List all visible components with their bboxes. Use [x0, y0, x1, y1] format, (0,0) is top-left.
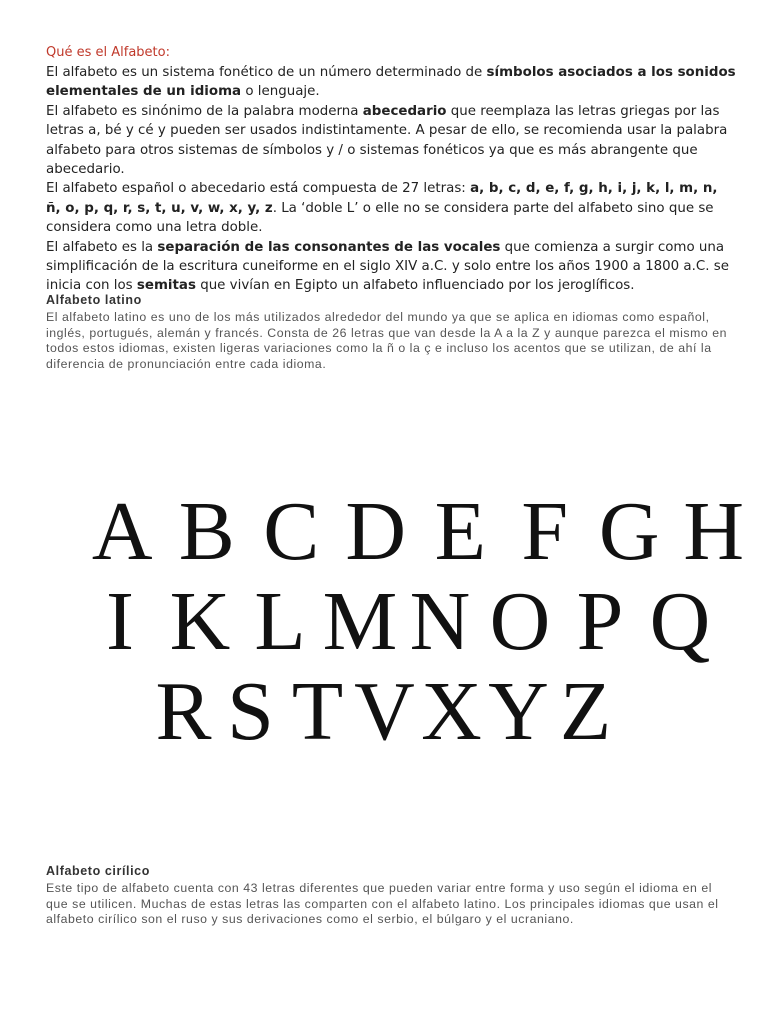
letter: L	[254, 575, 306, 668]
intro-paragraph-2	[46, 102, 736, 180]
intro-paragraph-1	[46, 63, 736, 102]
letter: P	[576, 575, 624, 668]
letter: Y	[488, 665, 549, 758]
intro-text	[46, 63, 736, 296]
letter: Q	[649, 575, 711, 668]
letter: Z	[559, 665, 612, 758]
section-heading-que-es: Qué es el Alfabeto:	[46, 45, 170, 60]
text-run: El alfabeto es sinónimo de la palabra moderna	[46, 103, 363, 119]
letter: I	[106, 575, 134, 668]
letter: K	[169, 575, 231, 668]
cirilico-title: Alfabeto cirílico	[46, 864, 150, 878]
letter: C	[263, 485, 320, 578]
latino-title: Alfabeto latino	[46, 293, 142, 307]
letter: R	[155, 665, 212, 758]
bold-run: símbolos asociados a los sonidos elementales de un idioma	[46, 65, 736, 100]
alphabet-row-2	[80, 575, 720, 668]
letter: A	[91, 485, 153, 578]
letter: V	[354, 665, 415, 758]
letter: O	[489, 575, 551, 668]
bold-run: abecedario	[362, 103, 447, 119]
alphabet-row-1	[80, 485, 756, 578]
letter: S	[227, 665, 274, 758]
letter: M	[322, 575, 398, 668]
bold-run: a, b, c, d, e, f, g, h, i, j, k, l, m, n, ñ, o, p, q, r, s, t, u, v, w, x, y, z	[46, 181, 718, 216]
text-run: que vivían en Egipto un alfabeto influenciado por los jeroglíficos.	[195, 278, 635, 294]
letter: N	[409, 575, 471, 668]
bold-run: semitas	[136, 278, 196, 294]
bold-run: separación de las consonantes de las vocales	[157, 239, 501, 255]
intro-paragraph-4	[46, 238, 736, 296]
letter: F	[521, 485, 569, 578]
text-run: que reemplaza las letras griegas por las letras a, bé y cé y pueden ser usados indistintamente. A pesar de ello, se recomienda usar la palabra alfabeto para otros sistemas de símbolos y / o sistemas fonéticos ya que es más abrangente que abecedario.	[46, 103, 728, 178]
alphabet-row-3	[150, 665, 619, 758]
text-run: que comienza a surgir como una simplificación de la escritura cuneiforme en el siglo XIV a.C. y solo entre los años 1900 a 1800 a.C. se inicia con los	[46, 239, 729, 294]
alphabet-image	[60, 470, 750, 760]
text-run: El alfabeto es un sistema fonético de un número determinado de	[46, 65, 487, 80]
text-run: o lenguaje.	[241, 84, 320, 100]
letter: G	[598, 485, 660, 578]
text-run: El alfabeto español o abecedario está compuesta de 27 letras:	[46, 181, 471, 197]
text-run: . La ‘doble L’ o elle no se considera parte del alfabeto sino que se considera como una letra doble.	[46, 200, 714, 236]
letter: T	[291, 665, 344, 758]
letter: B	[178, 485, 235, 578]
text-run: El alfabeto es la	[46, 239, 158, 255]
letter: D	[345, 485, 407, 578]
letter: X	[421, 665, 482, 758]
letter: E	[434, 485, 486, 578]
letter: H	[683, 485, 745, 578]
intro-paragraph-3	[46, 179, 736, 237]
cirilico-body: Este tipo de alfabeto cuenta con 43 letras diferentes que pueden variar entre forma y uso según el idioma en el que se utilicen. Muchas de estas letras las comparten con el alfabeto latino. Los principales idiomas que usan el alfabeto cirílico son el ruso y sus derivaciones como el serbio, el búlgaro y el ucraniano.	[46, 881, 719, 927]
latino-body: El alfabeto latino es uno de los más utilizados alrededor del mundo ya que se aplica en idiomas como español, inglés, portugués, alemán y francés. Consta de 26 letras que van desde la A a la Z y aunque parezca el mismo en todos estos idiomas, existen ligeras variaciones como la ñ o la ç e incluso los acentos que se utilizan, de ahí la diferencia de pronunciación entre cada idioma.	[46, 310, 728, 371]
